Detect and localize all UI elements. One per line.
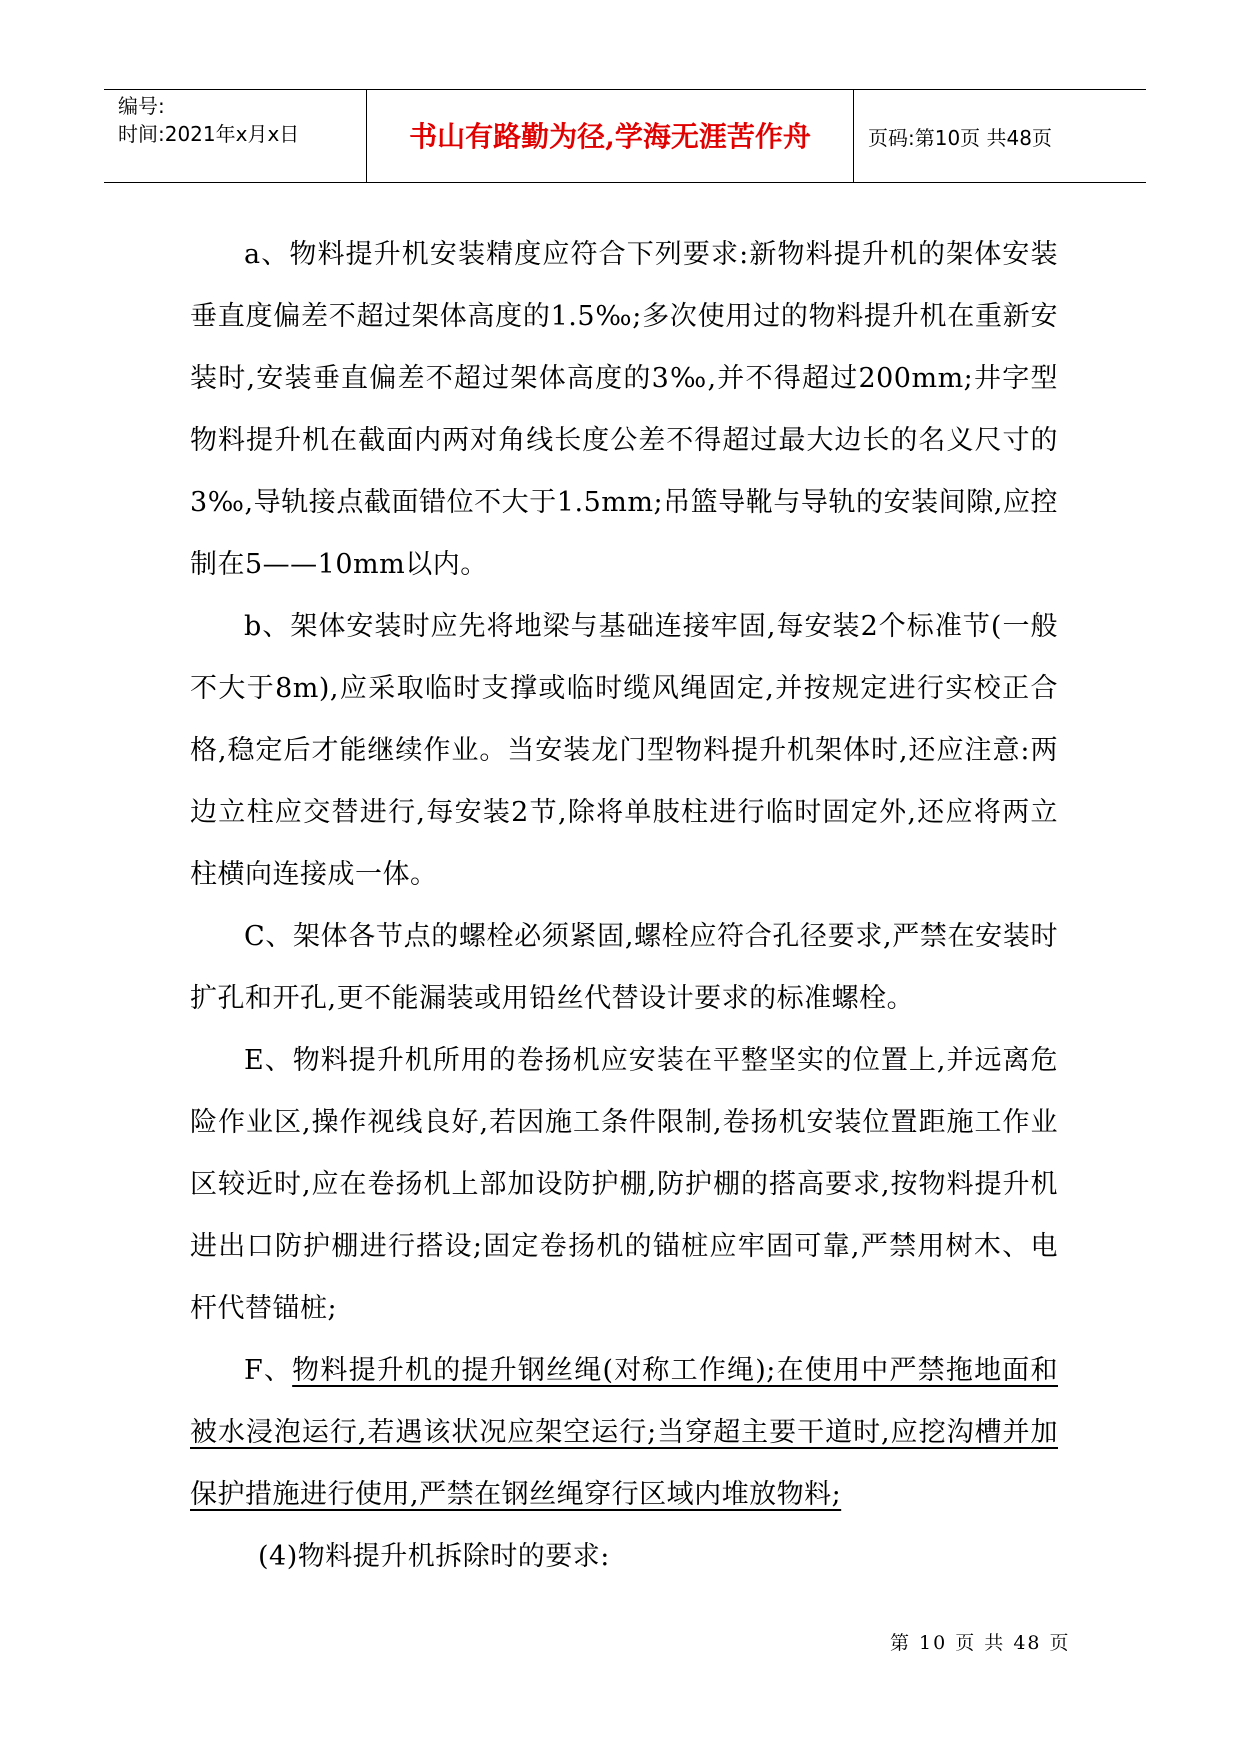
document-number-label: 编号:	[118, 94, 165, 118]
document-date-label: 时间:2021年x月x日	[118, 122, 300, 146]
paragraph-f-underlined-text: 物料提升机的提升钢丝绳(对称工作绳);在使用中严禁拖地面和被水浸泡运行,若遇该状况应架空运行;当穿超主要干道时,应挖沟槽并加保护措施进行使用,严禁在钢丝绳穿行区域内堆放物料;	[190, 1355, 1058, 1510]
page-header	[104, 89, 1146, 183]
document-body	[190, 224, 1058, 1588]
header-middle-cell	[367, 90, 854, 182]
header-left-cell	[104, 90, 367, 182]
paragraph-e: E、物料提升机所用的卷扬机应安装在平整坚实的位置上,并远离危险作业区,操作视线良好,若因施工条件限制,卷扬机安装位置距施工作业区较近时,应在卷扬机上部加设防护棚,防护棚的搭高要求,按物料提升机进出口防护棚进行搭设;固定卷扬机的锚桩应牢固可靠,严禁用树木、电杆代替锚桩;	[190, 1045, 1058, 1324]
section-heading: (4)物料提升机拆除时的要求:	[258, 1541, 610, 1572]
page-footer: 第 10 页 共 48 页	[890, 1632, 1071, 1654]
header-right-cell	[854, 90, 1146, 182]
header-motto: 书山有路勤为径,学海无涯苦作舟	[409, 120, 811, 153]
paragraph-b: b、架体安装时应先将地梁与基础连接牢固,每安装2个标准节(一般不大于8m),应采取临时支撑或临时缆风绳固定,并按规定进行实校正合格,稳定后才能继续作业。当安装龙门型物料提升机架体时,还应注意:两边立柱应交替进行,每安装2节,除将单肢柱进行临时固定外,还应将两立柱横向连接成一体。	[190, 611, 1058, 890]
paragraph-f-prefix: F、	[244, 1355, 293, 1386]
paragraph-a: a、物料提升机安装精度应符合下列要求:新物料提升机的架体安装垂直度偏差不超过架体高度的1.5‰;多次使用过的物料提升机在重新安装时,安装垂直偏差不超过架体高度的3‰,并不得超过200mm;井字型物料提升机在截面内两对角线长度公差不得超过最大边长的名义尺寸的3‰,导轨接点截面错位不大于1.5mm;吊篮导靴与导轨的安装间隙,应控制在5——10mm以内。	[190, 239, 1058, 580]
paragraph-f	[190, 1340, 1058, 1526]
header-page-label: 页码:第10页 共48页	[868, 126, 1052, 150]
paragraph-c: C、架体各节点的螺栓必须紧固,螺栓应符合孔径要求,严禁在安装时扩孔和开孔,更不能漏装或用铅丝代替设计要求的标准螺栓。	[190, 921, 1058, 1014]
